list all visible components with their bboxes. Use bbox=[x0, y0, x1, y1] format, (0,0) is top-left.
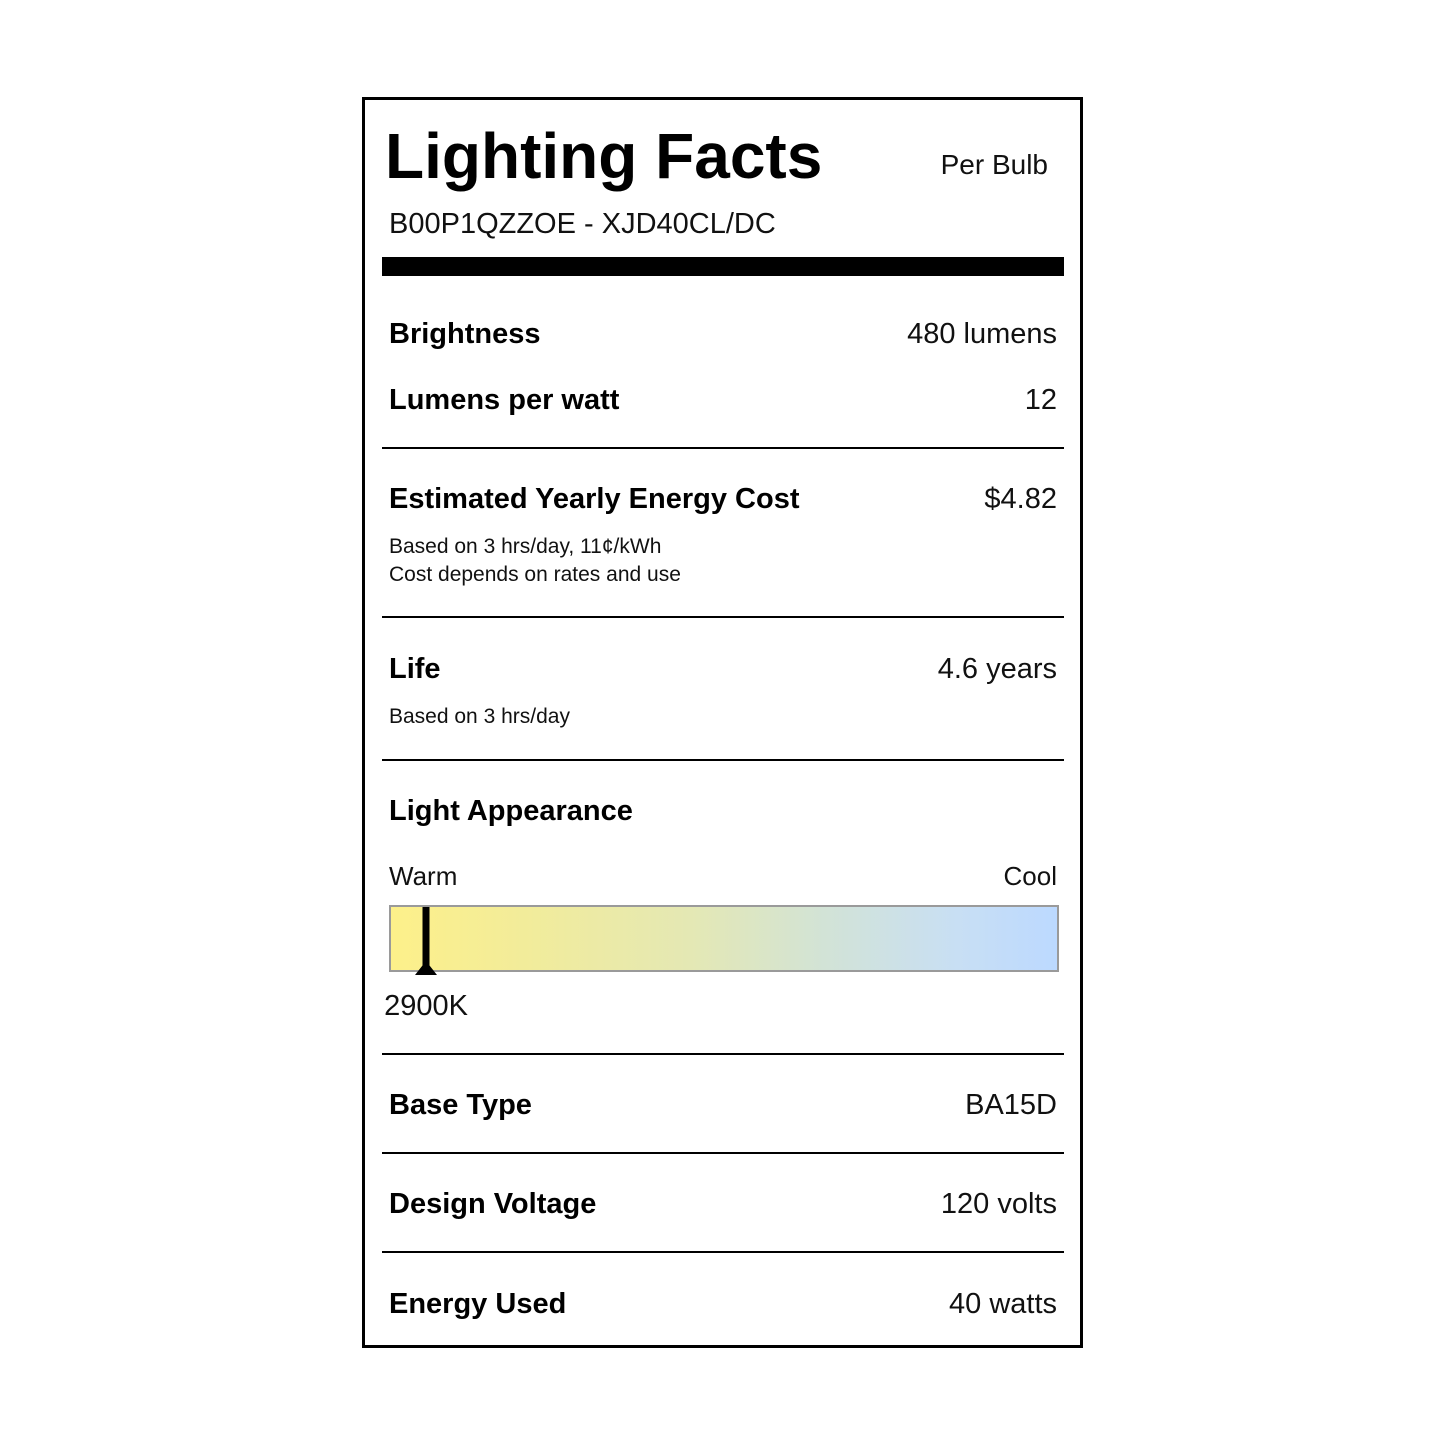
divider bbox=[382, 616, 1064, 618]
design-voltage-value: 120 volts bbox=[940, 1188, 1057, 1220]
design-voltage-label: Design Voltage bbox=[389, 1188, 597, 1220]
header-divider bbox=[382, 257, 1064, 276]
color-temperature-value: 2900K bbox=[384, 990, 468, 1022]
brightness-label: Brightness bbox=[389, 318, 541, 350]
life-note: Based on 3 hrs/day bbox=[389, 705, 570, 728]
energy-cost-note-1: Based on 3 hrs/day, 11¢/kWh bbox=[389, 535, 662, 558]
energy-used-label: Energy Used bbox=[389, 1288, 567, 1320]
base-type-label: Base Type bbox=[389, 1089, 532, 1121]
divider bbox=[382, 1053, 1064, 1055]
energy-cost-value: $4.82 bbox=[984, 483, 1057, 515]
energy-cost-note-2: Cost depends on rates and use bbox=[389, 563, 681, 586]
life-label: Life bbox=[389, 653, 441, 685]
divider bbox=[382, 1152, 1064, 1154]
model-number: B00P1QZZOE - XJD40CL/DC bbox=[389, 208, 776, 240]
life-value: 4.6 years bbox=[937, 653, 1057, 685]
light-appearance-label: Light Appearance bbox=[389, 795, 633, 827]
divider bbox=[382, 759, 1064, 761]
warm-label: Warm bbox=[389, 861, 458, 891]
label-title: Lighting Facts bbox=[385, 120, 823, 192]
color-temperature-scale bbox=[389, 905, 1059, 972]
lighting-facts-label bbox=[362, 97, 1083, 1348]
energy-used-value: 40 watts bbox=[949, 1288, 1057, 1320]
energy-cost-label: Estimated Yearly Energy Cost bbox=[389, 483, 800, 515]
lumens-per-watt-label: Lumens per watt bbox=[389, 384, 620, 416]
divider bbox=[382, 1251, 1064, 1253]
per-bulb-text: Per Bulb bbox=[940, 149, 1048, 180]
base-type-value: BA15D bbox=[965, 1089, 1057, 1121]
marker-pointer-icon bbox=[415, 961, 437, 975]
brightness-value: 480 lumens bbox=[907, 318, 1057, 350]
divider bbox=[382, 447, 1064, 449]
cool-label: Cool bbox=[1003, 861, 1057, 891]
lumens-per-watt-value: 12 bbox=[1024, 384, 1057, 416]
